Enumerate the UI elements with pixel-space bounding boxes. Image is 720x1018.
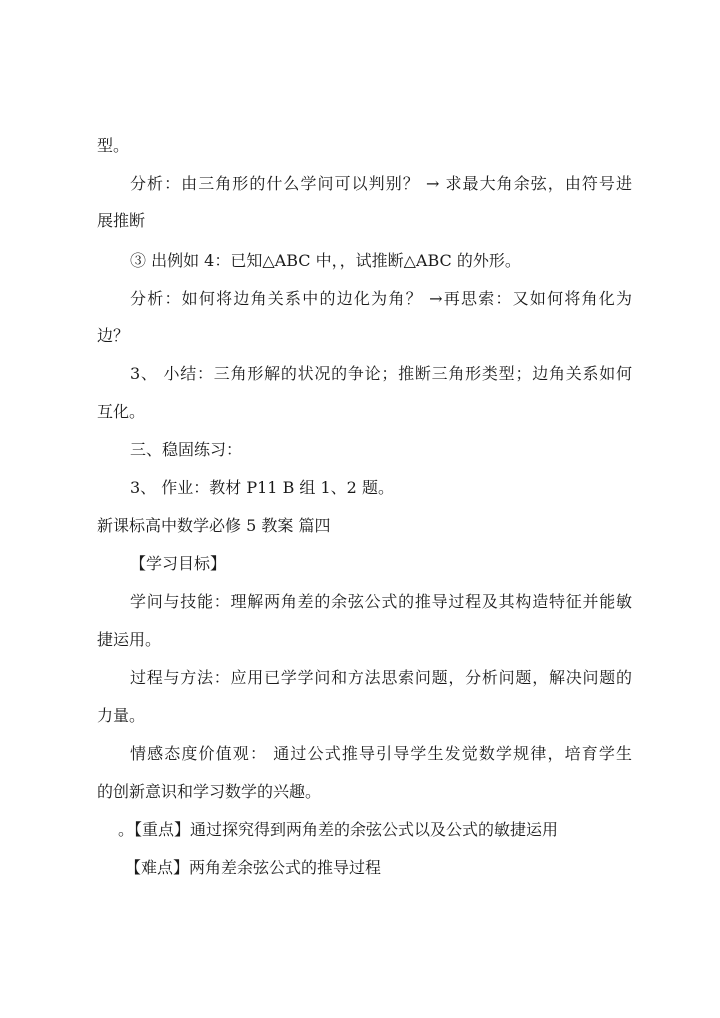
text-line: 型。 xyxy=(97,136,130,155)
text-line: 边？ xyxy=(97,326,130,345)
text-line: 展推断 xyxy=(97,211,146,230)
text-line: 过程与方法：应用已学学问和方法思索问题，分析问题，解决问题的 xyxy=(130,668,632,687)
text-line: 互化。 xyxy=(97,402,146,421)
text-line: 情感态度价值观： 通过公式推导引导学生发觉数学规律，培育学生 xyxy=(130,744,632,763)
section-heading: 新课标高中数学必修 5 教案 篇四 xyxy=(97,516,331,535)
text-line: 分析：由三角形的什么学问可以判别？ → 求最大角余弦，由符号进 xyxy=(130,174,632,193)
text-line: 【难点】两角差余弦公式的推导过程 xyxy=(125,858,382,877)
text-line: 分析：如何将边角关系中的边化为角？ →再思索：又如何将角化为 xyxy=(130,289,632,308)
text-line: 的创新意识和学习数学的兴趣。 xyxy=(97,782,322,801)
text-line: 。【重点】通过探究得到两角差的余弦公式以及公式的敏捷运用 xyxy=(118,820,559,839)
text-line: 3、 作业：教材 P11 B 组 1、2 题。 xyxy=(130,478,394,497)
text-line: 3、 小结：三角形解的状况的争论；推断三角形类型；边角关系如何 xyxy=(130,364,632,383)
text-line: 学问与技能：理解两角差的余弦公式的推导过程及其构造特征并能敏 xyxy=(130,592,632,611)
text-line: 力量。 xyxy=(97,706,146,725)
text-line: 捷运用。 xyxy=(97,630,162,649)
text-line: ③ 出例如 4：已知△ABC 中，，试推断△ABC 的外形。 xyxy=(130,251,521,270)
text-line: 三、稳固练习： xyxy=(130,440,243,459)
text-line: 【学习目标】 xyxy=(130,554,227,573)
